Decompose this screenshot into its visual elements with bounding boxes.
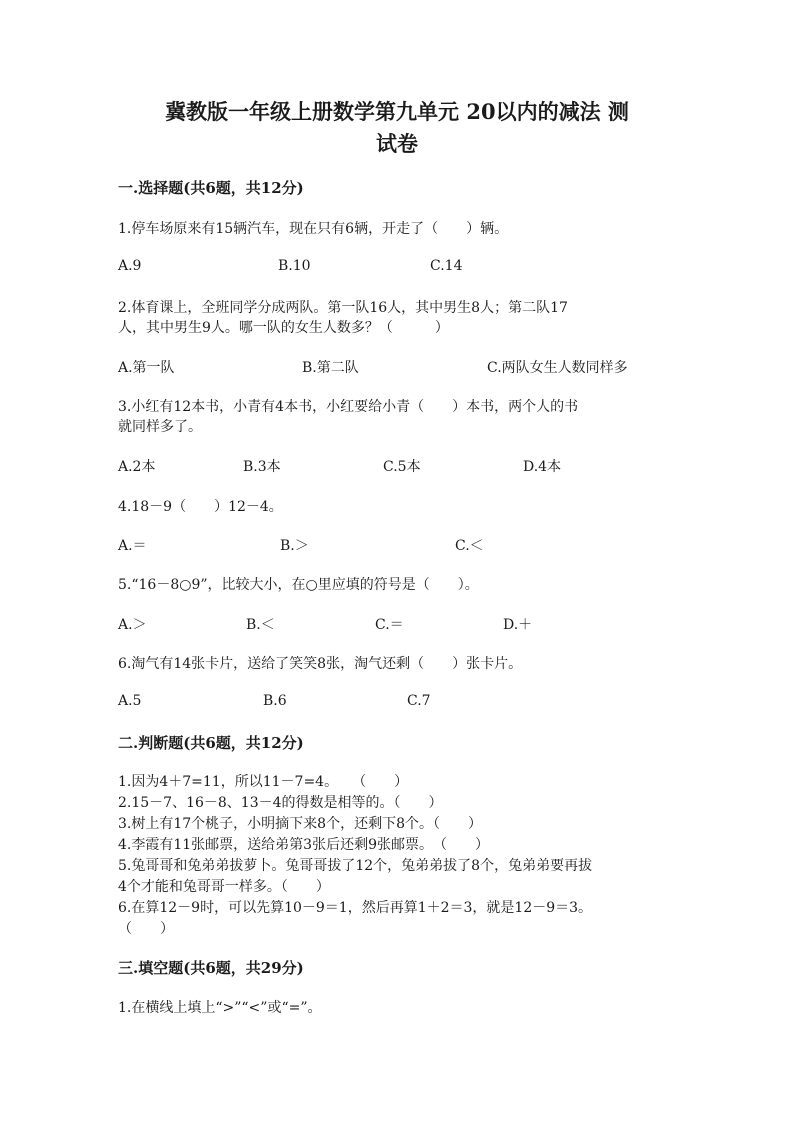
answer-option: A.第一队 bbox=[118, 360, 175, 376]
answer-option: C.两队女生人数同样多 bbox=[487, 360, 628, 376]
answer-option: A.＞ bbox=[118, 617, 147, 633]
judgement-line: 4个才能和兔哥哥一样多。（ ） bbox=[118, 879, 330, 895]
answer-option: C.14 bbox=[430, 258, 463, 274]
section-heading-judgement: 二.判断题(共6题，共12分) bbox=[118, 734, 304, 752]
judgement-line: 5.兔哥哥和兔弟弟拔萝卜。兔哥哥拔了12个，兔弟弟拔了8个，兔弟弟要再拔 bbox=[118, 858, 593, 874]
answer-option: B.第二队 bbox=[302, 360, 359, 376]
section-heading-fill: 三.填空题(共6题，共29分) bbox=[118, 959, 304, 977]
question-text: 3.小红有12本书，小青有4本书，小红要给小青（ ）本书，两个人的书 bbox=[118, 399, 579, 415]
question-text: 1.停车场原来有15辆汽车，现在只有6辆，开走了（ ）辆。 bbox=[118, 221, 509, 237]
answer-option: C.5本 bbox=[383, 459, 421, 475]
question-text: 就同样多了。 bbox=[118, 419, 202, 435]
judgement-line: 2.15－7、16－8、13－4的得数是相等的。（ ） bbox=[118, 795, 443, 811]
question-text: 2.体育课上，全班同学分成两队。第一队16人，其中男生8人；第二队17 bbox=[118, 300, 568, 316]
answer-option: A.2本 bbox=[118, 459, 156, 475]
fill-question-text: 1.在横线上填上“>”“<”或“=”。 bbox=[118, 1000, 322, 1016]
answer-option: B.＜ bbox=[246, 617, 275, 633]
judgement-line: 6.在算12－9时，可以先算10－9＝1，然后再算1＋2＝3，就是12－9＝3。 bbox=[118, 900, 593, 916]
answer-option: D.＋ bbox=[503, 617, 533, 633]
answer-option: B.＞ bbox=[280, 538, 309, 554]
answer-option: B.10 bbox=[278, 258, 311, 274]
judgement-line: （ ） bbox=[118, 921, 174, 937]
exam-title-line-2: 试卷 bbox=[376, 131, 418, 156]
answer-option: B.3本 bbox=[243, 459, 281, 475]
section-heading-choice: 一.选择题(共6题，共12分) bbox=[118, 179, 304, 197]
answer-option: C.＝ bbox=[375, 617, 404, 633]
exam-title-line-1: 冀教版一年级上册数学第九单元 20以内的减法 测 bbox=[165, 99, 629, 124]
question-text: 人，其中男生9人。哪一队的女生人数多？（ ） bbox=[118, 320, 449, 336]
answer-option: C.＜ bbox=[455, 538, 484, 554]
answer-option: A.9 bbox=[118, 258, 142, 274]
question-text: 5.“16－8○9”，比较大小，在○里应填的符号是（ ）。 bbox=[118, 577, 479, 593]
judgement-line: 4.李霞有11张邮票，送给弟第3张后还剩9张邮票。 （ ） bbox=[118, 837, 489, 853]
answer-option: B.6 bbox=[263, 693, 287, 709]
question-text: 4.18－9（ ）12－4。 bbox=[118, 499, 283, 515]
judgement-line: 3.树上有17个桃子，小明摘下来8个，还剩下8个。（ ） bbox=[118, 816, 482, 832]
question-text: 6.淘气有14张卡片，送给了笑笑8张，淘气还剩（ ）张卡片。 bbox=[118, 656, 523, 672]
judgement-line: 1.因为4＋7=11，所以11－7=4。 （ ） bbox=[118, 774, 409, 790]
answer-option: D.4本 bbox=[523, 459, 562, 475]
answer-option: C.7 bbox=[407, 693, 431, 709]
answer-option: A.＝ bbox=[118, 538, 147, 554]
answer-option: A.5 bbox=[118, 693, 142, 709]
